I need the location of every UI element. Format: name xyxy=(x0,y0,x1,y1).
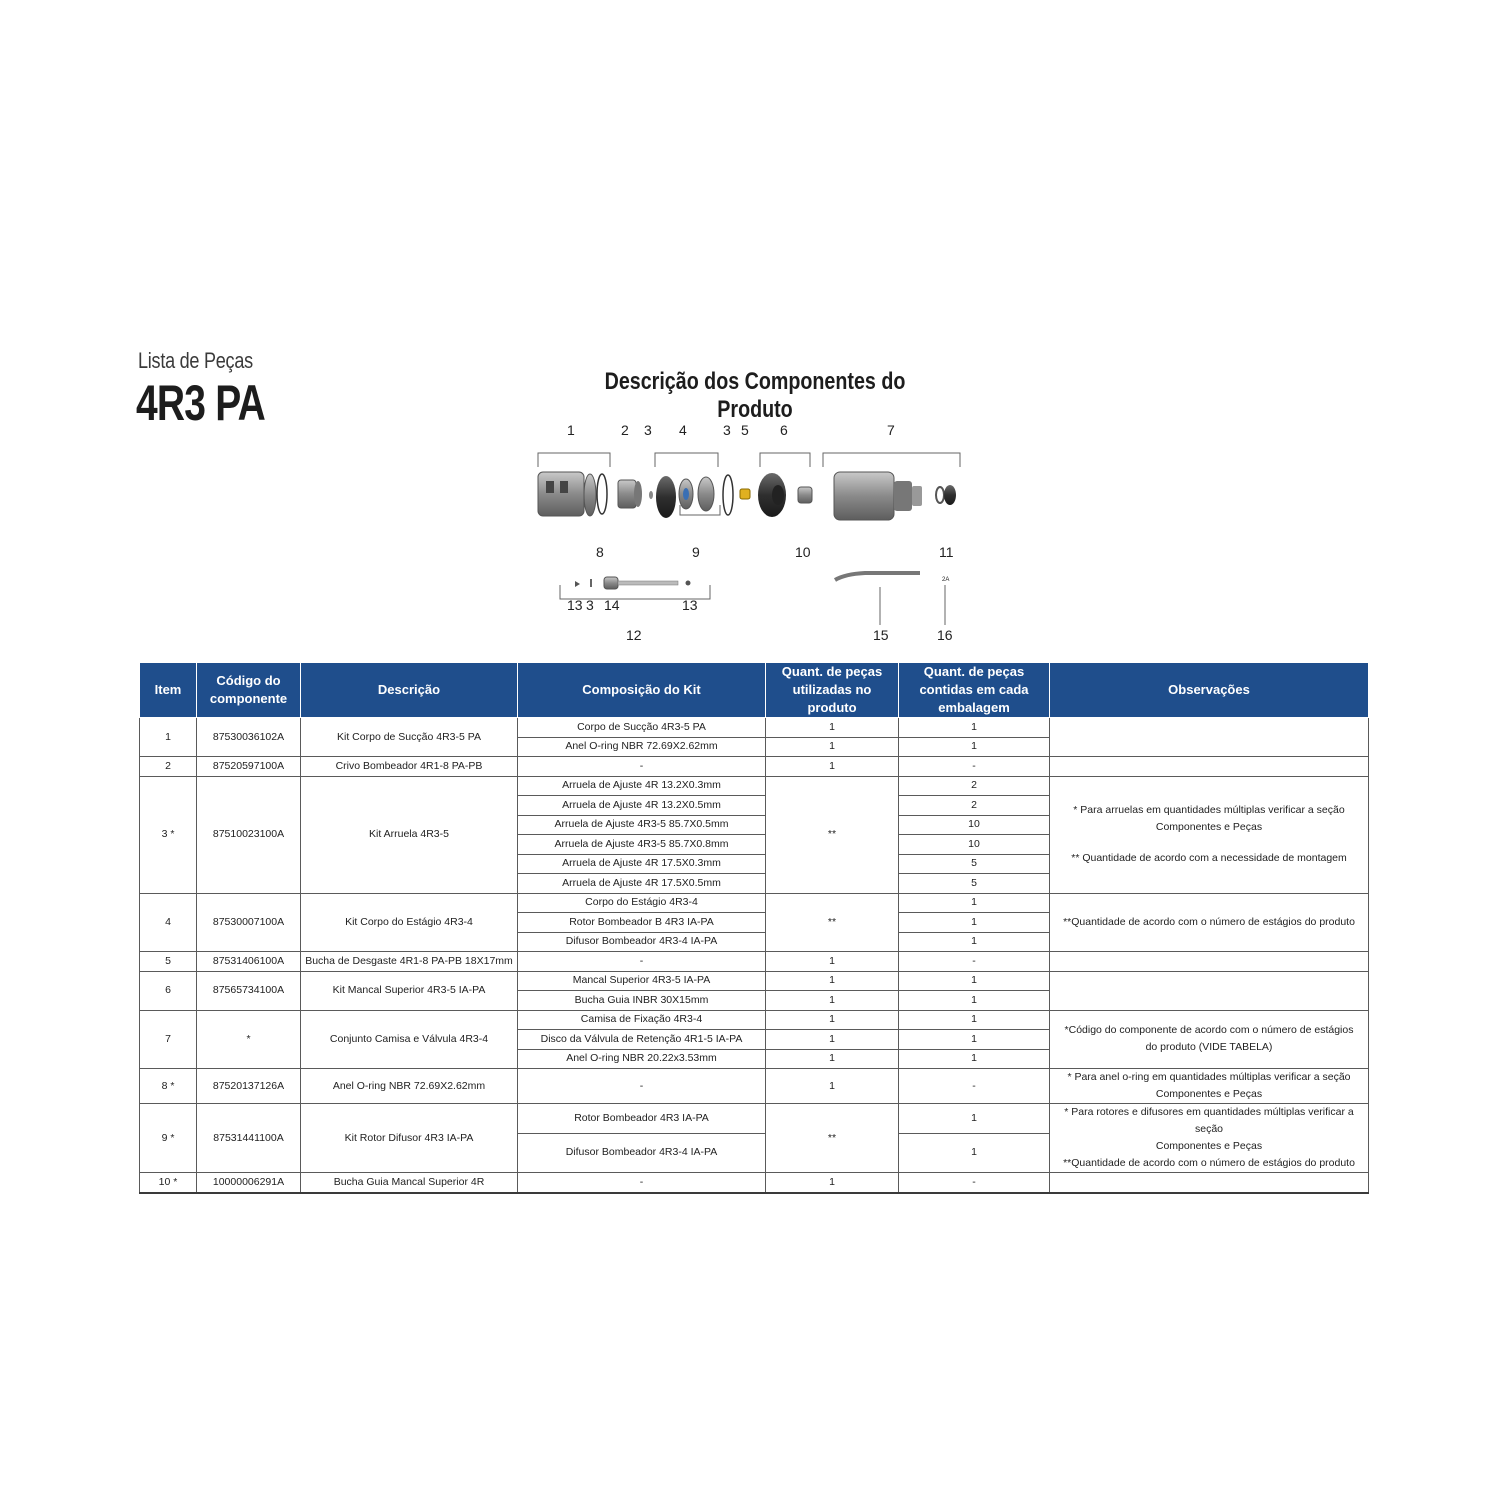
table-row: 5 87531406100A Bucha de Desgaste 4R1-8 PA-PB 18X17mm - 1 - xyxy=(140,952,1369,972)
page-title: 4R3 PA xyxy=(136,375,265,431)
subtitle: Lista de Peças xyxy=(138,348,253,373)
table-row: Anel O-ring NBR 72.69X2.62mm 1 1 xyxy=(140,737,1369,757)
part-stage xyxy=(656,476,714,518)
table-row: 4 87530007100A Kit Corpo do Estágio 4R3-4 Corpo do Estágio 4R3-4 ** 1 **Quantidade de acordo com o número de estágios do produto xyxy=(140,893,1369,913)
label-12: 12 xyxy=(626,627,642,643)
label-11: 11 xyxy=(939,544,954,560)
col-obs: Observações xyxy=(1050,663,1369,718)
table-row: Disco da Válvula de Retenção 4R1-5 IA-PA 1 1 xyxy=(140,1030,1369,1050)
observation-note: *Código do componente de acordo com o número de estágios do produto (VIDE TABELA) xyxy=(1050,1010,1369,1069)
label-2: 2 xyxy=(621,422,629,438)
table-row: 10 * 10000006291A Bucha Guia Mancal Superior 4R - 1 - xyxy=(140,1173,1369,1193)
label-7: 7 xyxy=(887,422,895,438)
table-row: 3 * 87510023100A Kit Arruela 4R3-5 Arruela de Ajuste 4R 13.2X0.3mm ** 2 * Para arruelas em quantidades múltiplas verificar a seção Componentes e Peças ** Quantidade de acordo com a necessidade de montagem xyxy=(140,776,1369,796)
svg-text:2A: 2A xyxy=(942,577,950,583)
table-row: Arruela de Ajuste 4R 13.2X0.5mm 2 xyxy=(140,796,1369,816)
label-3b: 3 xyxy=(723,422,731,438)
section-title: Descrição dos Componentes do Produto xyxy=(604,368,906,423)
label-15: 15 xyxy=(873,627,889,643)
part-bearing xyxy=(758,473,812,517)
part-washer xyxy=(649,491,653,499)
table-row: Anel O-ring NBR 20.22x3.53mm 1 1 xyxy=(140,1049,1369,1069)
label-4: 4 xyxy=(679,422,687,438)
part-valve-housing xyxy=(834,472,956,520)
table-row: Arruela de Ajuste 4R3-5 85.7X0.8mm 10 xyxy=(140,835,1369,855)
table-row: 1 87530036102A Kit Corpo de Sucção 4R3-5 PA Corpo de Sucção 4R3-5 PA 1 1 xyxy=(140,718,1369,738)
label-10: 10 xyxy=(795,544,811,560)
observation-note: * Para anel o-ring em quantidades múltiplas verificar a seção Componentes e Peças xyxy=(1050,1069,1369,1104)
label-3c: 3 xyxy=(586,597,594,613)
part-cable xyxy=(835,573,920,580)
col-qty-used: Quant. de peças utilizadas no produto xyxy=(766,663,899,718)
table-row: Arruela de Ajuste 4R3-5 85.7X0.5mm 10 xyxy=(140,815,1369,835)
part-suction-body xyxy=(538,472,607,516)
parts-table xyxy=(139,662,1369,1194)
label-14: 14 xyxy=(604,597,620,613)
col-code: Código do componente xyxy=(197,663,301,718)
table-row: 7 * Conjunto Camisa e Válvula 4R3-4 Camisa de Fixação 4R3-4 1 1 *Código do componente de acordo com o número de estágios do produto (VIDE TABELA) xyxy=(140,1010,1369,1030)
observation-note: * Para arruelas em quantidades múltiplas verificar a seção Componentes e Peças ** Quantidade de acordo com a necessidade de montagem xyxy=(1050,776,1369,893)
part-oring xyxy=(723,475,733,515)
label-13: 13 xyxy=(567,597,583,613)
label-13b: 13 xyxy=(682,597,698,613)
label-6: 6 xyxy=(780,422,788,438)
label-16: 16 xyxy=(937,627,953,643)
col-qty-pack: Quant. de peças contidas em cada embalagem xyxy=(899,663,1050,718)
col-item: Item xyxy=(140,663,197,718)
table-row: 6 87565734100A Kit Mancal Superior 4R3-5 IA-PA Mancal Superior 4R3-5 IA-PA 1 1 xyxy=(140,971,1369,991)
label-8: 8 xyxy=(596,544,604,560)
table-row: Arruela de Ajuste 4R 17.5X0.5mm 5 xyxy=(140,874,1369,894)
label-5: 5 xyxy=(741,422,749,438)
table-row: Rotor Bombeador B 4R3 IA-PA 1 xyxy=(140,913,1369,933)
table-row: Arruela de Ajuste 4R 17.5X0.3mm 5 xyxy=(140,854,1369,874)
label-3: 3 xyxy=(644,422,652,438)
table-row: Difusor Bombeador 4R3-4 IA-PA 1 xyxy=(140,932,1369,952)
part-crivo xyxy=(618,480,642,508)
observation-note: **Quantidade de acordo com o número de estágios do produto xyxy=(1050,893,1369,952)
part-bushing-5 xyxy=(740,489,750,499)
label-9: 9 xyxy=(692,544,700,560)
label-1: 1 xyxy=(567,422,575,438)
exploded-parts-diagram xyxy=(520,415,980,655)
table-row: 2 87520597100A Crivo Bombeador 4R1-8 PA-PB - 1 - xyxy=(140,757,1369,777)
col-desc: Descrição xyxy=(301,663,518,718)
table-row: Bucha Guia INBR 30X15mm 1 1 xyxy=(140,991,1369,1011)
table-header-row xyxy=(140,663,1369,718)
table-row: Difusor Bombeador 4R3-4 IA-PA 1 xyxy=(140,1133,1369,1172)
part-shaft-assembly xyxy=(575,577,691,589)
observation-note: * Para rotores e difusores em quantidades múltiplas verificar a seção Componentes e Peças **Quantidade de acordo com o número de estágios do produto xyxy=(1050,1104,1369,1173)
col-kit: Composição do Kit xyxy=(518,663,766,718)
table-row: 8 * 87520137126A Anel O-ring NBR 72.69X2.62mm - 1 - * Para anel o-ring em quantidades múltiplas verificar a seção Componentes e Peças xyxy=(140,1069,1369,1104)
table-row: 9 * 87531441100A Kit Rotor Difusor 4R3 IA-PA Rotor Bombeador 4R3 IA-PA ** 1 * Para rotores e difusores em quantidades múltiplas verificar a seção Componentes e Peças **Quantidade de acordo com o número de estágios do produto xyxy=(140,1104,1369,1134)
